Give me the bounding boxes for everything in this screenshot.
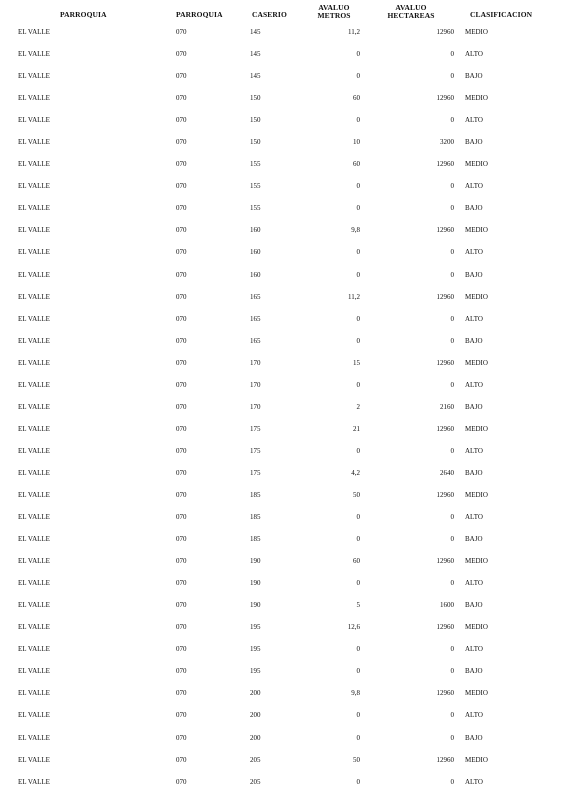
cell-avaluo-metros: 0 (356, 711, 360, 720)
cell-clasificacion: MEDIO (465, 557, 488, 566)
cell-caserio: 165 (250, 336, 261, 345)
cell-avaluo-hectareas: 0 (450, 777, 454, 786)
cell-parroquia-code: 070 (176, 755, 187, 764)
table-row (0, 660, 565, 682)
cell-avaluo-hectareas: 0 (450, 733, 454, 742)
table-row (0, 43, 565, 65)
cell-avaluo-metros: 50 (353, 490, 360, 499)
table-row (0, 65, 565, 87)
table-body (0, 21, 565, 793)
cell-parroquia: EL VALLE (18, 733, 50, 742)
table-row (0, 197, 565, 219)
cell-clasificacion: MEDIO (465, 689, 488, 698)
cell-parroquia-code: 070 (176, 468, 187, 477)
header-avaluo-metros-line1: AVALUO (318, 3, 350, 12)
cell-parroquia: EL VALLE (18, 380, 50, 389)
table-row (0, 153, 565, 175)
cell-avaluo-metros: 11,2 (348, 28, 360, 36)
cell-caserio: 150 (250, 138, 261, 147)
cell-clasificacion: ALTO (465, 513, 483, 522)
table-row (0, 682, 565, 704)
cell-clasificacion: ALTO (465, 446, 483, 455)
cell-clasificacion: BAJO (465, 402, 483, 411)
cell-clasificacion: MEDIO (465, 28, 488, 36)
table-row (0, 396, 565, 418)
cell-parroquia: EL VALLE (18, 314, 50, 323)
cell-avaluo-metros: 15 (353, 358, 360, 367)
table-row (0, 462, 565, 484)
cell-avaluo-hectareas: 0 (450, 513, 454, 522)
cell-caserio: 205 (250, 755, 261, 764)
cell-parroquia-code: 070 (176, 160, 187, 169)
cell-avaluo-metros: 0 (356, 380, 360, 389)
table-row (0, 308, 565, 330)
cell-parroquia: EL VALLE (18, 336, 50, 345)
header-parroquia-name-label: PARROQUIA (60, 10, 107, 19)
cell-parroquia: EL VALLE (18, 116, 50, 125)
cell-parroquia: EL VALLE (18, 28, 50, 36)
cell-parroquia-code: 070 (176, 711, 187, 720)
cell-parroquia: EL VALLE (18, 94, 50, 103)
cell-caserio: 175 (250, 468, 261, 477)
cell-parroquia: EL VALLE (18, 72, 50, 81)
cell-caserio: 170 (250, 380, 261, 389)
cell-parroquia-code: 070 (176, 667, 187, 676)
header-avaluo-metros-line2: METROS (317, 11, 351, 20)
cell-clasificacion: MEDIO (465, 358, 488, 367)
cell-parroquia: EL VALLE (18, 248, 50, 257)
cell-caserio: 170 (250, 358, 261, 367)
cell-avaluo-metros: 21 (353, 424, 360, 433)
cell-avaluo-hectareas: 12960 (436, 424, 454, 433)
cell-avaluo-metros: 0 (356, 116, 360, 125)
cell-avaluo-hectareas: 12960 (436, 755, 454, 764)
cell-avaluo-hectareas: 12960 (436, 226, 454, 235)
cell-parroquia-code: 070 (176, 446, 187, 455)
cell-avaluo-metros: 9,8 (351, 226, 360, 235)
cell-avaluo-metros: 50 (353, 755, 360, 764)
cell-parroquia: EL VALLE (18, 601, 50, 610)
cell-parroquia-code: 070 (176, 358, 187, 367)
cell-caserio: 195 (250, 645, 261, 654)
cell-caserio: 150 (250, 94, 261, 103)
cell-avaluo-metros: 12,6 (347, 623, 360, 632)
cell-avaluo-hectareas: 2640 (440, 468, 454, 477)
table-row (0, 175, 565, 197)
cell-parroquia: EL VALLE (18, 468, 50, 477)
cell-avaluo-hectareas: 0 (450, 711, 454, 720)
table-row (0, 594, 565, 616)
cell-avaluo-metros: 0 (356, 579, 360, 588)
cell-avaluo-hectareas: 0 (450, 667, 454, 676)
cell-caserio: 190 (250, 579, 261, 588)
cell-avaluo-metros: 0 (356, 72, 360, 81)
cell-parroquia: EL VALLE (18, 358, 50, 367)
cell-avaluo-hectareas: 0 (450, 645, 454, 654)
cell-clasificacion: BAJO (465, 72, 483, 81)
cell-avaluo-metros: 60 (353, 160, 360, 169)
cell-parroquia-code: 070 (176, 424, 187, 433)
cell-parroquia: EL VALLE (18, 138, 50, 147)
cell-parroquia: EL VALLE (18, 490, 50, 499)
cell-avaluo-metros: 0 (356, 270, 360, 279)
cell-avaluo-metros: 10 (353, 138, 360, 147)
cell-clasificacion: ALTO (465, 314, 483, 323)
cell-clasificacion: BAJO (465, 468, 483, 477)
cell-parroquia-code: 070 (176, 138, 187, 147)
cell-caserio: 185 (250, 490, 261, 499)
cell-clasificacion: BAJO (465, 336, 483, 345)
cell-caserio: 205 (250, 777, 261, 786)
cell-clasificacion: ALTO (465, 579, 483, 588)
cell-caserio: 160 (250, 248, 261, 257)
cell-avaluo-metros: 11,2 (348, 292, 360, 301)
cell-caserio: 200 (250, 689, 261, 698)
cell-caserio: 145 (250, 28, 261, 36)
cell-avaluo-hectareas: 12960 (436, 490, 454, 499)
cell-avaluo-metros: 0 (356, 248, 360, 257)
cell-avaluo-metros: 9,8 (351, 689, 360, 698)
table-row (0, 330, 565, 352)
table-row (0, 484, 565, 506)
cell-avaluo-metros: 60 (353, 94, 360, 103)
cell-avaluo-metros: 0 (356, 50, 360, 59)
cell-parroquia: EL VALLE (18, 711, 50, 720)
cell-clasificacion: ALTO (465, 777, 483, 786)
cell-avaluo-hectareas: 0 (450, 314, 454, 323)
cell-parroquia: EL VALLE (18, 204, 50, 213)
cell-parroquia-code: 070 (176, 182, 187, 191)
cell-caserio: 190 (250, 557, 261, 566)
table-row (0, 704, 565, 726)
cell-parroquia-code: 070 (176, 513, 187, 522)
cell-avaluo-hectareas: 2160 (440, 402, 454, 411)
cell-avaluo-metros: 0 (356, 667, 360, 676)
cell-clasificacion: BAJO (465, 733, 483, 742)
cell-parroquia: EL VALLE (18, 182, 50, 191)
table-row (0, 241, 565, 263)
cell-clasificacion: BAJO (465, 270, 483, 279)
cell-caserio: 150 (250, 116, 261, 125)
cell-avaluo-metros: 0 (356, 204, 360, 213)
cell-caserio: 145 (250, 50, 261, 59)
cell-clasificacion: BAJO (465, 601, 483, 610)
cell-parroquia: EL VALLE (18, 270, 50, 279)
cell-parroquia-code: 070 (176, 557, 187, 566)
cell-avaluo-hectareas: 0 (450, 72, 454, 81)
cell-parroquia: EL VALLE (18, 513, 50, 522)
table-row (0, 727, 565, 749)
cell-parroquia: EL VALLE (18, 50, 50, 59)
cell-parroquia-code: 070 (176, 623, 187, 632)
cell-clasificacion: ALTO (465, 50, 483, 59)
cell-clasificacion: MEDIO (465, 755, 488, 764)
cell-avaluo-hectareas: 0 (450, 182, 454, 191)
cell-avaluo-hectareas: 0 (450, 248, 454, 257)
cell-caserio: 185 (250, 535, 261, 544)
cell-parroquia-code: 070 (176, 380, 187, 389)
cell-avaluo-hectareas: 12960 (436, 689, 454, 698)
cell-caserio: 170 (250, 402, 261, 411)
cell-clasificacion: ALTO (465, 645, 483, 654)
cell-parroquia: EL VALLE (18, 226, 50, 235)
cell-parroquia: EL VALLE (18, 160, 50, 169)
cell-avaluo-hectareas: 12960 (436, 28, 454, 36)
cell-avaluo-hectareas: 12960 (436, 292, 454, 301)
cell-clasificacion: BAJO (465, 535, 483, 544)
cell-parroquia: EL VALLE (18, 292, 50, 301)
table-row (0, 418, 565, 440)
cell-avaluo-hectareas: 3200 (440, 138, 454, 147)
cell-parroquia-code: 070 (176, 402, 187, 411)
cell-caserio: 200 (250, 733, 261, 742)
cell-clasificacion: MEDIO (465, 623, 488, 632)
cell-caserio: 145 (250, 72, 261, 81)
table-row (0, 374, 565, 396)
cell-avaluo-metros: 0 (356, 645, 360, 654)
cell-avaluo-hectareas: 12960 (436, 160, 454, 169)
table-row (0, 749, 565, 771)
cell-clasificacion: MEDIO (465, 226, 488, 235)
table-row (0, 616, 565, 638)
cell-parroquia: EL VALLE (18, 777, 50, 786)
cell-clasificacion: MEDIO (465, 160, 488, 169)
cell-caserio: 165 (250, 292, 261, 301)
cell-parroquia-code: 070 (176, 733, 187, 742)
cell-avaluo-hectareas: 0 (450, 116, 454, 125)
cell-caserio: 155 (250, 204, 261, 213)
cell-avaluo-hectareas: 0 (450, 336, 454, 345)
table-row (0, 264, 565, 286)
cell-parroquia-code: 070 (176, 314, 187, 323)
cell-parroquia-code: 070 (176, 248, 187, 257)
cell-parroquia-code: 070 (176, 116, 187, 125)
cell-avaluo-metros: 0 (356, 777, 360, 786)
cell-clasificacion: MEDIO (465, 292, 488, 301)
cell-avaluo-hectareas: 0 (450, 446, 454, 455)
cell-avaluo-metros: 0 (356, 182, 360, 191)
cell-parroquia-code: 070 (176, 28, 187, 36)
cell-clasificacion: MEDIO (465, 490, 488, 499)
cell-avaluo-hectareas: 0 (450, 50, 454, 59)
cell-parroquia-code: 070 (176, 292, 187, 301)
cell-parroquia-code: 070 (176, 579, 187, 588)
cell-avaluo-hectareas: 12960 (436, 557, 454, 566)
cell-parroquia-code: 070 (176, 336, 187, 345)
cell-avaluo-hectareas: 0 (450, 204, 454, 213)
cell-parroquia-code: 070 (176, 689, 187, 698)
header-parroquia-code-label: PARROQUIA (176, 10, 223, 19)
cell-parroquia: EL VALLE (18, 755, 50, 764)
cell-avaluo-metros: 0 (356, 513, 360, 522)
cell-avaluo-hectareas: 0 (450, 579, 454, 588)
table-row (0, 219, 565, 241)
cell-parroquia-code: 070 (176, 226, 187, 235)
cell-avaluo-hectareas: 12960 (436, 623, 454, 632)
cell-clasificacion: ALTO (465, 182, 483, 191)
cell-avaluo-hectareas: 12960 (436, 358, 454, 367)
cell-parroquia-code: 070 (176, 94, 187, 103)
cell-avaluo-metros: 4,2 (351, 468, 360, 477)
cell-clasificacion: BAJO (465, 204, 483, 213)
cell-avaluo-hectareas: 0 (450, 535, 454, 544)
cell-caserio: 185 (250, 513, 261, 522)
cell-avaluo-metros: 0 (356, 336, 360, 345)
cell-parroquia: EL VALLE (18, 557, 50, 566)
cell-caserio: 200 (250, 711, 261, 720)
cell-caserio: 175 (250, 446, 261, 455)
cell-avaluo-metros: 5 (356, 601, 360, 610)
cell-avaluo-hectareas: 1600 (440, 601, 454, 610)
table-row (0, 131, 565, 153)
cell-clasificacion: ALTO (465, 711, 483, 720)
table-row (0, 87, 565, 109)
cell-parroquia-code: 070 (176, 601, 187, 610)
header-caserio-label: CASERIO (252, 10, 287, 19)
cell-clasificacion: MEDIO (465, 94, 488, 103)
cell-clasificacion: MEDIO (465, 424, 488, 433)
cell-clasificacion: ALTO (465, 116, 483, 125)
table-row (0, 506, 565, 528)
cell-parroquia: EL VALLE (18, 579, 50, 588)
cell-avaluo-hectareas: 12960 (436, 94, 454, 103)
cell-parroquia-code: 070 (176, 490, 187, 499)
cell-parroquia: EL VALLE (18, 535, 50, 544)
header-clasificacion-label: CLASIFICACION (470, 10, 533, 19)
cell-caserio: 190 (250, 601, 261, 610)
header-avaluo-hectareas-line2: HECTAREAS (387, 11, 435, 20)
cell-parroquia: EL VALLE (18, 402, 50, 411)
cell-avaluo-metros: 0 (356, 733, 360, 742)
cell-parroquia-code: 070 (176, 645, 187, 654)
cell-parroquia-code: 070 (176, 535, 187, 544)
cell-caserio: 160 (250, 270, 261, 279)
cell-parroquia-code: 070 (176, 204, 187, 213)
header-avaluo-hectareas-line1: AVALUO (395, 3, 427, 12)
cell-parroquia: EL VALLE (18, 446, 50, 455)
cell-avaluo-hectareas: 0 (450, 270, 454, 279)
cell-avaluo-metros: 60 (353, 557, 360, 566)
cell-avaluo-metros: 0 (356, 535, 360, 544)
cell-caserio: 160 (250, 226, 261, 235)
table-row (0, 21, 565, 43)
cell-parroquia: EL VALLE (18, 623, 50, 632)
table-row (0, 352, 565, 374)
table-row (0, 550, 565, 572)
cell-clasificacion: ALTO (465, 380, 483, 389)
table-row (0, 528, 565, 550)
cell-caserio: 195 (250, 667, 261, 676)
cell-parroquia-code: 070 (176, 777, 187, 786)
cell-parroquia: EL VALLE (18, 667, 50, 676)
cell-parroquia-code: 070 (176, 72, 187, 81)
cell-clasificacion: BAJO (465, 667, 483, 676)
cell-avaluo-metros: 0 (356, 446, 360, 455)
table-row (0, 109, 565, 131)
cell-caserio: 165 (250, 314, 261, 323)
table-row (0, 286, 565, 308)
cell-caserio: 155 (250, 182, 261, 191)
table-row (0, 572, 565, 594)
cell-parroquia: EL VALLE (18, 645, 50, 654)
table-row (0, 440, 565, 462)
cell-clasificacion: ALTO (465, 248, 483, 257)
cell-parroquia: EL VALLE (18, 424, 50, 433)
cell-caserio: 195 (250, 623, 261, 632)
cell-caserio: 155 (250, 160, 261, 169)
cell-avaluo-metros: 0 (356, 314, 360, 323)
cell-clasificacion: BAJO (465, 138, 483, 147)
table-row (0, 638, 565, 660)
cell-parroquia: EL VALLE (18, 689, 50, 698)
cell-caserio: 175 (250, 424, 261, 433)
table-row (0, 771, 565, 793)
cell-avaluo-metros: 2 (356, 402, 360, 411)
cell-parroquia-code: 070 (176, 50, 187, 59)
cell-avaluo-hectareas: 0 (450, 380, 454, 389)
cell-parroquia-code: 070 (176, 270, 187, 279)
